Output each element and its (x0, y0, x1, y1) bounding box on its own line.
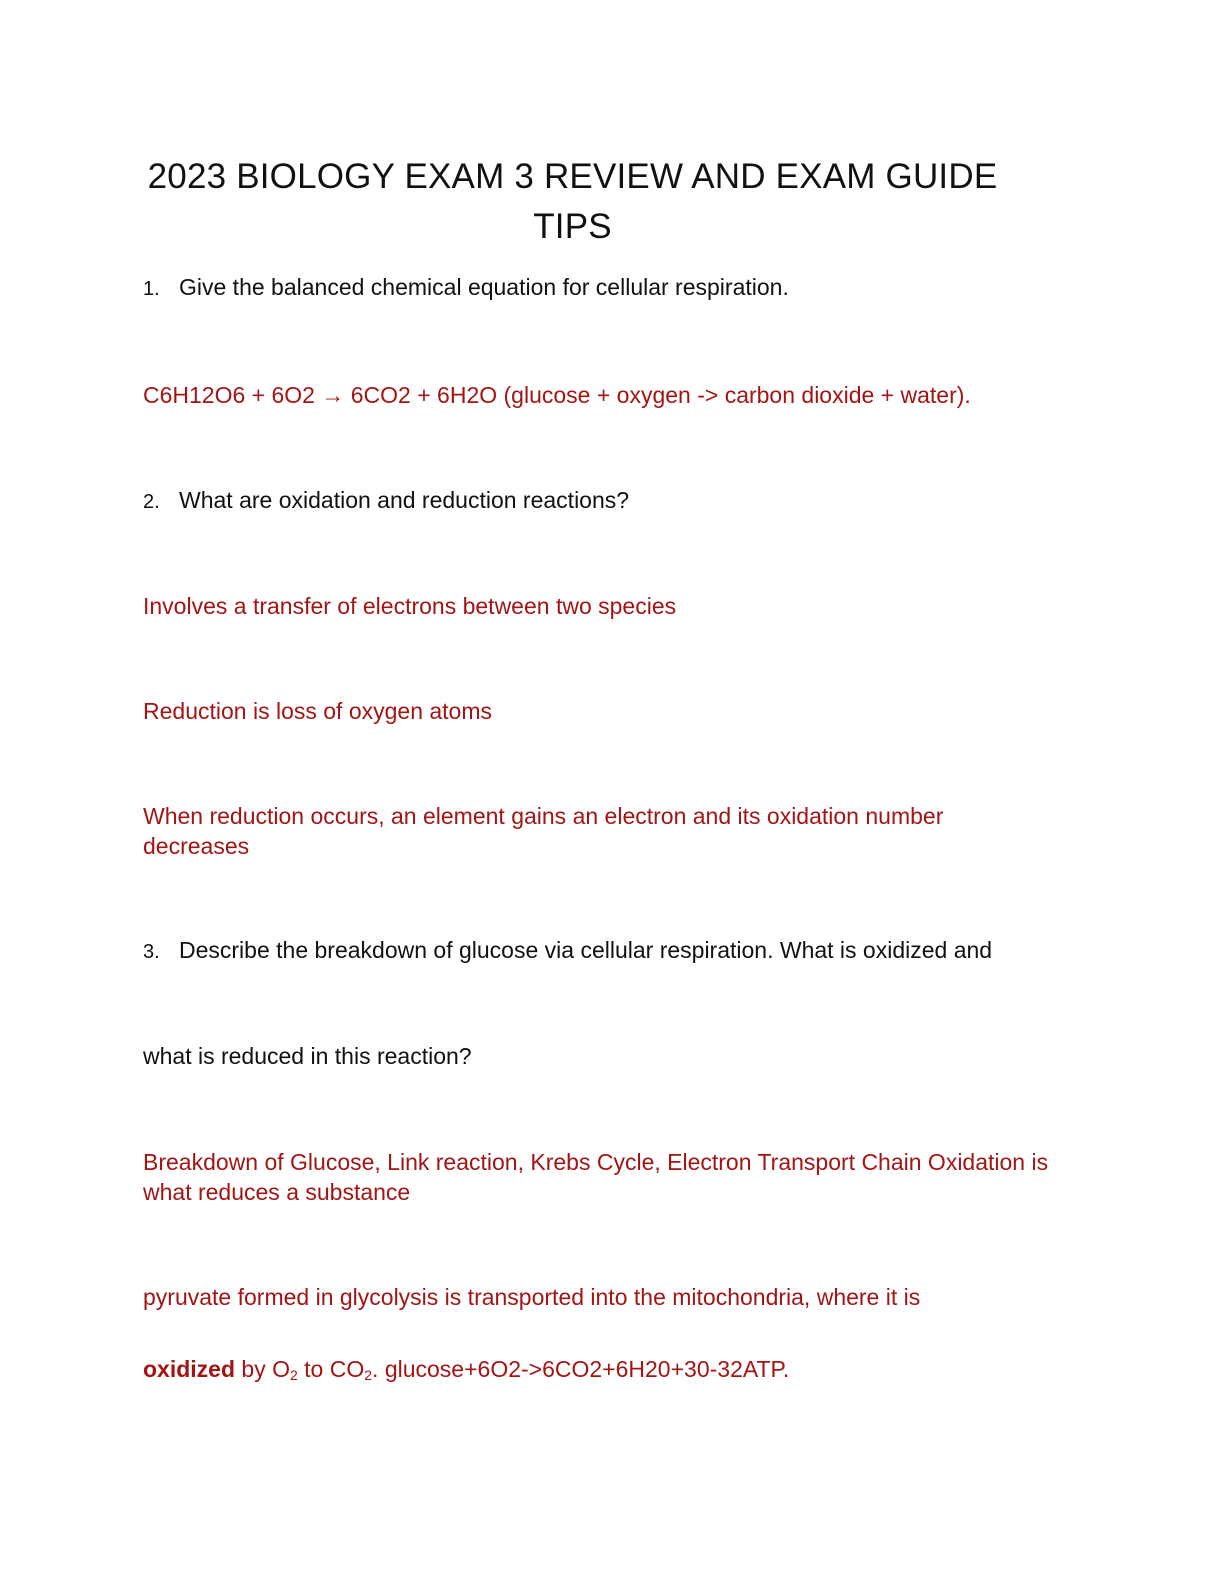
formula-part: . glucose+6O2->6CO2+6H20+30-32ATP. (372, 1356, 790, 1382)
question-3-continuation: what is reduced in this reaction? (143, 1043, 472, 1069)
answer-2-line-3: When reduction occurs, an element gains an electron and its oxidation number decreases (143, 803, 944, 859)
question-text: Give the balanced chemical equation for cellular respiration. (179, 274, 789, 300)
subscript: 2 (364, 1367, 373, 1383)
subscript: 2 (289, 1367, 298, 1383)
answer-2-line-1: Involves a transfer of electrons between two species (143, 593, 677, 619)
question-number: 1. (143, 278, 160, 300)
answer-3-line-3 (143, 1354, 1073, 1384)
question-text: Describe the breakdown of glucose via cellular respiration. What is oxidized and (179, 937, 993, 963)
question-number: 2. (143, 491, 160, 513)
page-title: 2023 BIOLOGY EXAM 3 REVIEW AND EXAM GUIDE TIPS (147, 157, 998, 246)
question-3 (143, 935, 992, 967)
question-number: 3. (143, 941, 160, 963)
answer-3-line-2: pyruvate formed in glycolysis is transported into the mitochondria, where it is (143, 1284, 921, 1310)
answer-1: C6H12O6 + 6O2 → 6CO2 + 6H2O (glucose + oxygen -> carbon dioxide + water). (143, 382, 971, 408)
question-2 (143, 485, 629, 517)
formula-part: by O (235, 1356, 290, 1382)
question-text: What are oxidation and reduction reactions? (179, 487, 630, 513)
bold-term-oxidized: oxidized (143, 1356, 236, 1382)
formula-part: to CO (297, 1356, 365, 1382)
answer-2-line-2: Reduction is loss of oxygen atoms (143, 698, 493, 724)
question-1 (143, 272, 789, 304)
answer-3-line-1: Breakdown of Glucose, Link reaction, Krebs Cycle, Electron Transport Chain Oxidation is what reduces a substance (143, 1149, 1049, 1205)
